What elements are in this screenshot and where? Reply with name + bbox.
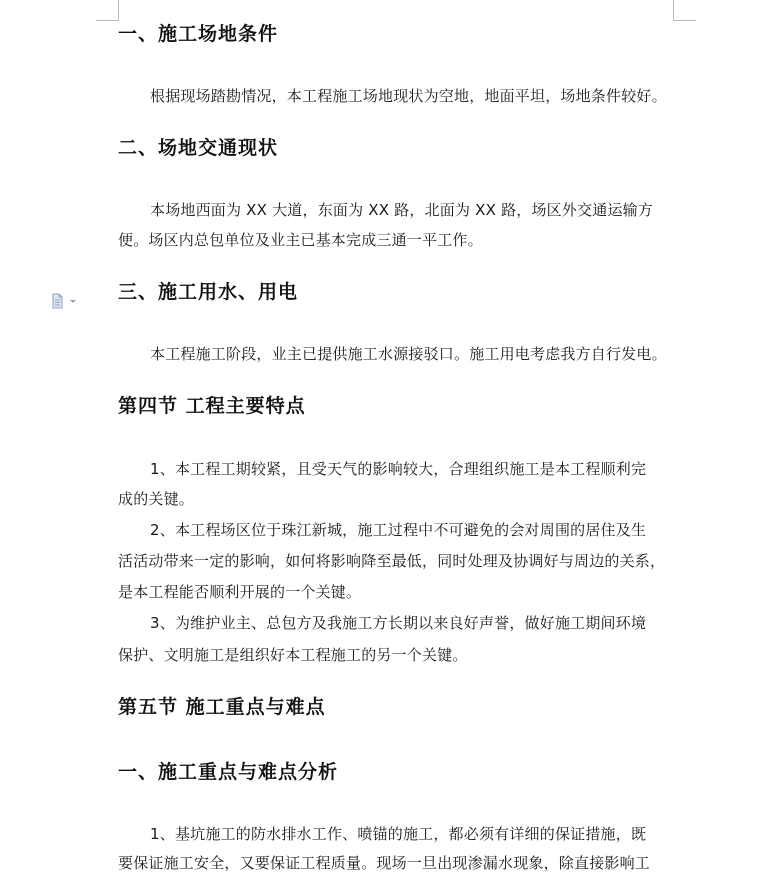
list-item-1-line-1: 1、本工程工期较紧，且受天气的影响较大，合理组织施工是本工程顺利完 (150, 460, 647, 478)
page-corner-mark-top-right (673, 0, 696, 21)
heading-section-five: 第五节 施工重点与难点 (118, 696, 326, 718)
paragraph-traffic-line-1: 本场地西面为 XX 大道，东面为 XX 路，北面为 XX 路，场区外交通运输方 (150, 201, 654, 219)
paragraph-water-power: 本工程施工阶段，业主已提供施工水源接驳口。施工用电考虑我方自行发电。 (150, 345, 667, 363)
paragraph-traffic-line-2: 便。场区内总包单位及业主已基本完成三通一平工作。 (118, 231, 483, 249)
heading-water-power: 三、施工用水、用电 (118, 281, 299, 303)
list-item-3-line-1: 3、为维护业主、总包方及我施工方长期以来良好声誉，做好施工期间环境 (150, 614, 647, 632)
heading-section-four: 第四节 工程主要特点 (118, 395, 306, 417)
heading-traffic-status: 二、场地交通现状 (118, 137, 279, 159)
list-item-2-line-3: 是本工程能否顺利开展的一个关键。 (118, 583, 362, 601)
heading-site-conditions: 一、施工场地条件 (118, 23, 279, 45)
page-corner-mark-top-left (96, 0, 119, 21)
list-item-3-line-2: 保护、文明施工是组织好本工程施工的另一个关键。 (118, 646, 468, 664)
list-item-1-line-2: 成的关键。 (118, 490, 195, 508)
list-item-2-line-1: 2、本工程场区位于珠江新城，施工过程中不可避免的会对周围的居住及生 (150, 521, 647, 539)
document-options-icon[interactable] (51, 293, 83, 309)
list-item-2-line-2: 活活动带来一定的影响，如何将影响降至最低，同时处理及协调好与周边的关系， (118, 552, 666, 570)
list-item-4-line-2: 要保证施工安全，又要保证工程质量。现场一旦出现渗漏水现象，除直接影响工 (118, 854, 651, 872)
heading-key-difficulties: 一、施工重点与难点分析 (118, 761, 339, 783)
paragraph-site-conditions: 根据现场踏勘情况，本工程施工场地现状为空地，地面平坦，场地条件较好。 (150, 87, 667, 105)
list-item-4-line-1: 1、基坑施工的防水排水工作、喷锚的施工，都必须有详细的保证措施，既 (150, 825, 647, 843)
document-options-icon-graphic (51, 293, 83, 309)
